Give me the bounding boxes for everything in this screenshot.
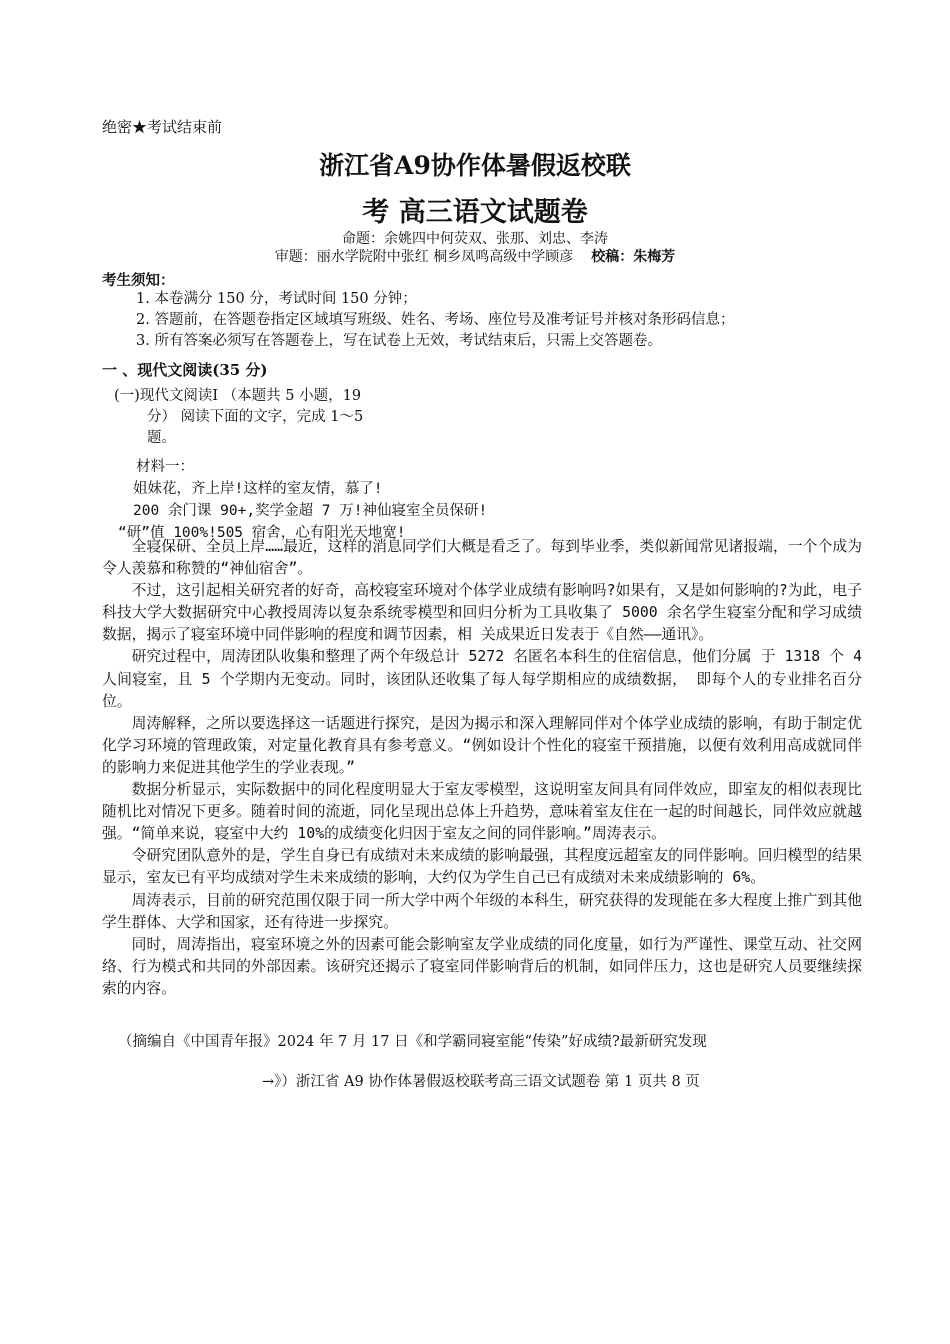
exam-title-line1: 浙江省A9协作体暑假返校联: [319, 151, 631, 180]
proofreader: 校稿：朱梅芳: [591, 249, 676, 265]
paragraph: 周涛表示，目前的研究范围仅限于同一所大学中两个年级的本科生，研究获得的发现能在多大程度上推广到其他学生群体、大学和国家，还有待进一步探究。: [102, 891, 862, 931]
exam-credits: [0, 230, 950, 266]
reviewers: 审题：丽水学院附中张红 桐乡凤鸣高级中学顾彦: [274, 249, 574, 265]
subsection-line: (一)现代文阅读Ⅰ （本题共 5 小题，19: [114, 388, 362, 404]
subsection-line: 分） 阅读下面的文字，完成 1～5: [147, 409, 364, 425]
confidential-label: 绝密★考试结束前: [102, 118, 223, 136]
subsection-instruction: [114, 386, 444, 449]
paragraph: 不过，这引起相关研究者的好奇，高校寝室环境对个体学业成绩有影响吗?如果有，又是如何影响的?为此，电子科技大学大数据研究中心教授周涛以复杂系统零模型和回归分析为工具收集了 5000 余名学生寝室分配和学习成绩数据，揭示了寝室环境中同伴影响的程度和调节因素，相 关成果近日发表于《自然——通讯》。: [102, 582, 862, 644]
authors-line: 命题：余姚四中何荧双、张那、刘忠、李涛: [342, 231, 608, 247]
material-headlines: [118, 456, 488, 544]
notice-item: 1. 本卷满分 150 分，考试时间 150 分钟；: [136, 291, 417, 307]
paragraph: 数据分析显示，实际数据中的同化程度明显大于室友零模型，这说明室友间具有同伴效应，即室友的相似表现比随机比对情况下更多。随着时间的流逝，同化呈现出总体上升趋势，意味着室友住在一起的时间越长，同伴效应就越强。“简单来说，寝室中大约 10%的成绩变化归因于室友之间的同伴影响。”周涛表示。: [102, 781, 862, 843]
reviewers-line: [0, 248, 950, 266]
paragraph: 全寝保研、全员上岸……最近，这样的消息同学们大概是看乏了。每到毕业季，类似新闻常见诸报端，一个个成为令人羡慕和称赞的“神仙宿舍”。: [102, 538, 862, 578]
paragraph: 同时，周涛指出，寝室环境之外的因素可能会影响室友学业成绩的同化度量，如行为严谨性、课堂互动、社交网络、行为模式和共同的外部因素。该研究还揭示了寝室同伴影响背后的机制，如同伴压力，这也是研究人员要继续探索的内容。: [102, 935, 862, 997]
headline: 姐妹花，齐上岸!这样的室友情，慕了!: [133, 481, 383, 497]
headline: “研”值 100%!505 宿舍，心有阳光天地宽!: [118, 525, 406, 541]
paragraph: 周涛解释，之所以要选择这一话题进行探究，是因为揭示和深入理解同伴对个体学业成绩的影响，有助于制定优化学习环境的管理政策，对定量化教育具有参考意义。“例如设计个性化的寝室干预措施，以便有效利用高成就同伴的影响力来促进其他学生的学业表现。”: [102, 714, 862, 776]
notice-list: [136, 289, 734, 352]
paragraph: 令研究团队意外的是，学生自身已有成绩对未来成绩的影响最强，其程度远超室友的同伴影响。回归模型的结果显示，室友已有平均成绩对学生未来成绩的影响，大约仅为学生自己已有成绩对未来成绩影响的 6%。: [102, 847, 862, 887]
exam-title-line2: 考 高三语文试题卷: [362, 197, 588, 228]
section-heading: 一 、现代文阅读(35 分): [102, 361, 268, 379]
source-citation: （摘编自《中国青年报》2024 年 7 月 17 日《和学霸同寝室能“传染”好成绩?最新研究发现: [118, 1034, 707, 1050]
notice-item: 3. 所有答案必须写在答题卷上，写在试卷上无效，考试结束后，只需上交答题卷。: [136, 333, 662, 349]
paragraph: 研究过程中，周涛团队收集和整理了两个年级总计 5272 名匿名本科生的住宿信息，他们分属 于 1318 个 4 人间寝室，且 5 个学期内无变动。同时，该团队还收集了每人每学期相应的成绩数据， 即每个人的专业排名百分位。: [102, 648, 862, 710]
page-footer: →》）浙江省 A9 协作体暑假返校联考高三语文试题卷 第 1 页共 8 页: [262, 1074, 700, 1090]
material-label: 材料一：: [136, 459, 194, 475]
subsection-line: 题。: [147, 430, 176, 446]
article-body: [102, 536, 862, 1000]
headline: 200 余门课 90+,奖学金超 7 万!神仙寝室全员保研!: [133, 503, 488, 519]
notice-heading: 考生须知：: [102, 272, 175, 289]
notice-item: 2. 答题前，在答题卷指定区域填写班级、姓名、考场、座位号及准考证号并核对条形码信息；: [136, 312, 735, 328]
